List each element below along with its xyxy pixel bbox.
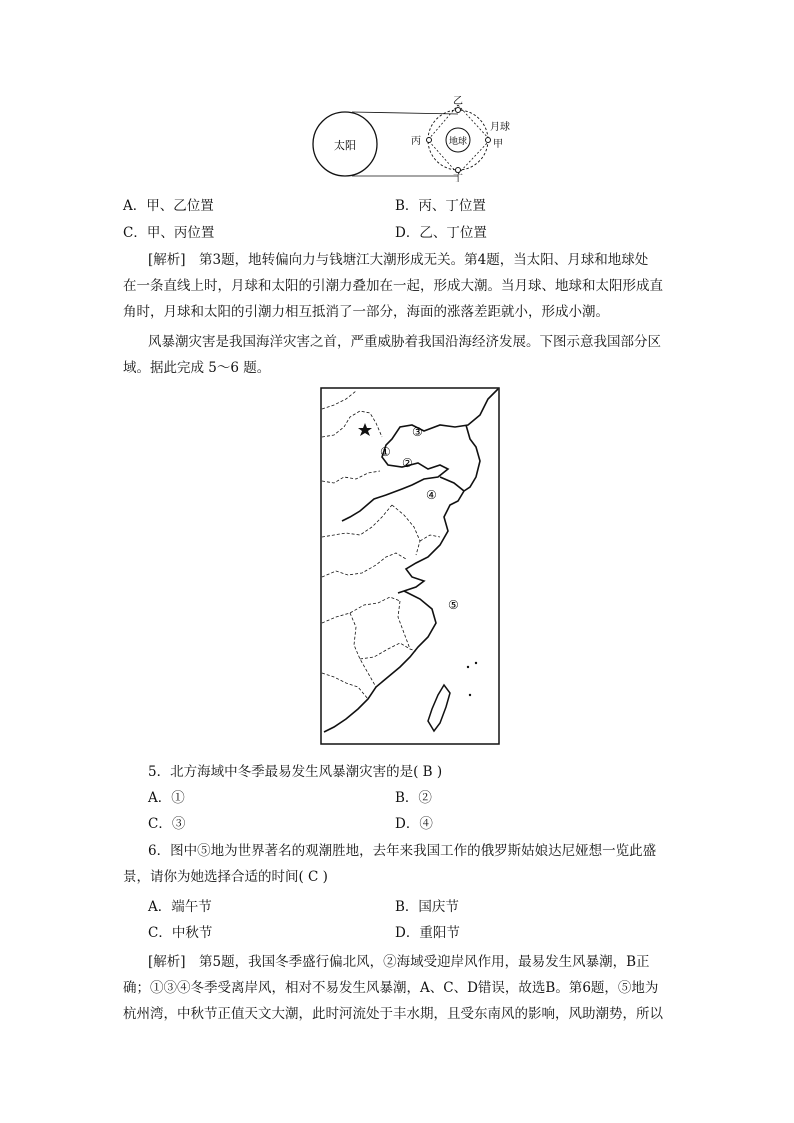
map-marker-4: ④: [426, 488, 437, 502]
q5-stem: 5．北方海域中冬季最易发生风暴潮灾害的是( B ): [148, 764, 443, 780]
analysis2-line2: 确；①③④冬季受离岸风，相对不易发生风暴潮，A、C、D错误，故选B。第6题，⑤地为: [123, 980, 659, 996]
q4-option-c: C．甲、丙位置: [123, 225, 215, 241]
map-marker-1: ①: [380, 445, 391, 459]
q4-option-d: D．乙、丁位置: [395, 225, 487, 241]
intro-line1: 风暴潮灾害是我国海洋灾害之首，严重威胁着我国沿海经济发展。下图示意我国部分区: [148, 334, 661, 350]
map-marker-5: ⑤: [448, 598, 459, 612]
earth-label: 地球: [448, 137, 468, 147]
analysis2-line1: [解析] 第5题，我国冬季盛行偏北风，②海域受迎岸风作用，最易发生风暴潮，B正: [148, 954, 650, 970]
q6-stem-line1: 6．图中⑤地为世界著名的观潮胜地，去年来我国工作的俄罗斯姑娘达尼娅想一览此盛: [148, 843, 657, 859]
q5-option-a: A．①: [148, 790, 185, 806]
q6-option-d: D．重阳节: [395, 925, 460, 941]
island-dot: [467, 666, 469, 668]
q6-option-b: B．国庆节: [395, 899, 459, 915]
sun-earth-moon-diagram: [300, 92, 530, 182]
intro-line2: 域。据此完成 5～6 题。: [123, 360, 271, 376]
q6-option-c: C．中秋节: [148, 925, 213, 941]
q6-option-a: A．端午节: [148, 899, 212, 915]
moon-position-yi: [456, 108, 461, 113]
label-jia: 甲: [493, 139, 503, 150]
analysis1-line1: [解析] 第3题，地转偏向力与钱塘江大潮形成无关。第4题，当太阳、月球和地球处: [148, 252, 649, 268]
island-dot: [469, 694, 471, 696]
map-marker-3: ③: [412, 425, 423, 439]
q5-option-d: D．④: [395, 816, 433, 832]
island-dot: [475, 662, 477, 664]
label-ding: 丁: [453, 174, 463, 182]
analysis1-line2: 在一条直线上时，月球和太阳的引潮力叠加在一起，形成大潮。当月球、地球和太阳形成直: [123, 278, 663, 294]
q5-option-c: C．③: [148, 816, 186, 832]
q4-option-a: A．甲、乙位置: [123, 198, 214, 214]
label-moon: 月球: [490, 122, 510, 133]
sun-label: 太阳: [334, 139, 356, 152]
analysis2-line3: 杭州湾，中秋节正值天文大潮，此时河流处于丰水期，且受东南风的影响，风助潮势，所以: [123, 1006, 663, 1022]
analysis1-line3: 角时，月球和太阳的引潮力相互抵消了一部分，海面的涨落差距就小，形成小潮。: [123, 304, 609, 320]
q4-option-b: B．丙、丁位置: [395, 198, 486, 214]
q5-option-b: B．②: [395, 790, 432, 806]
moon-position-bing: [427, 138, 432, 143]
moon-position-jia: [486, 138, 491, 143]
label-bing: 丙: [411, 136, 421, 147]
label-yi: 乙: [453, 96, 463, 107]
tangent-line-top: [352, 112, 458, 114]
coastal-region-map: [320, 387, 500, 745]
map-marker-2: ②: [402, 456, 413, 470]
q6-stem-line2: 景，请你为她选择合适的时间( C ): [123, 869, 328, 885]
moon-position-ding: [456, 168, 461, 173]
